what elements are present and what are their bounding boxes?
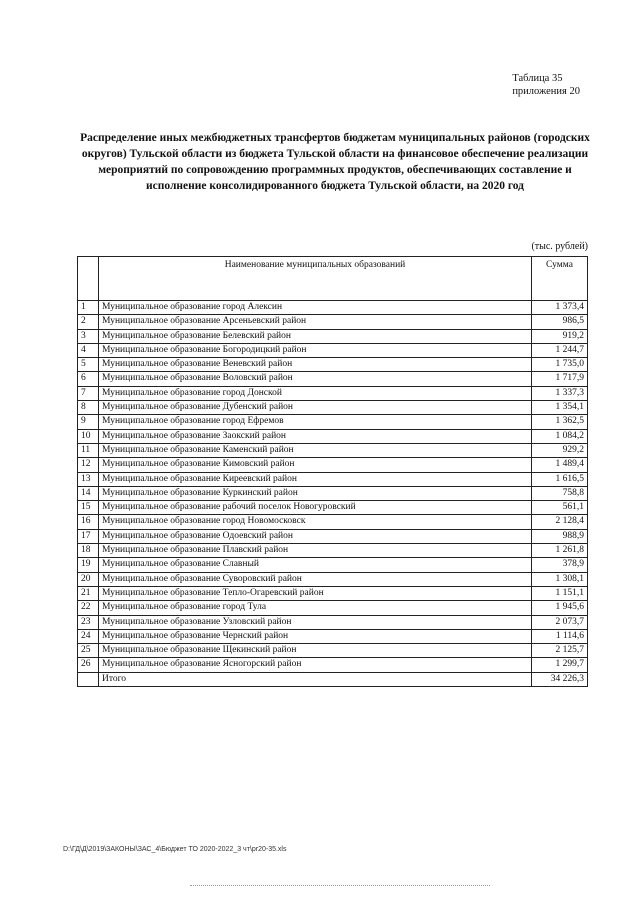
row-name: Муниципальное образование Куркинский район	[99, 486, 532, 500]
row-name: Муниципальное образование Каменский район	[99, 443, 532, 457]
row-sum: 986,5	[532, 315, 588, 329]
row-sum: 1 308,1	[532, 572, 588, 586]
row-sum: 1 151,1	[532, 586, 588, 600]
row-number: 6	[78, 372, 99, 386]
row-number: 17	[78, 529, 99, 543]
table-row	[78, 429, 588, 443]
table-row	[78, 401, 588, 415]
row-name: Муниципальное образование Суворовский район	[99, 572, 532, 586]
row-name: Муниципальное образование Ясногорский район	[99, 658, 532, 672]
row-number: 21	[78, 586, 99, 600]
row-number: 1	[78, 301, 99, 315]
table-row	[78, 343, 588, 357]
units-label: (тыс. рублей)	[531, 241, 588, 252]
row-number: 14	[78, 486, 99, 500]
table-row	[78, 472, 588, 486]
table-row	[78, 658, 588, 672]
row-name: Муниципальное образование город Новомосковск	[99, 515, 532, 529]
row-number: 26	[78, 658, 99, 672]
total-num-cell	[78, 672, 99, 686]
row-number: 5	[78, 358, 99, 372]
row-name: Муниципальное образование Заокский район	[99, 429, 532, 443]
row-sum: 919,2	[532, 329, 588, 343]
table-row	[78, 501, 588, 515]
row-number: 13	[78, 472, 99, 486]
row-sum: 1 114,6	[532, 629, 588, 643]
row-name: Муниципальное образование Дубенский район	[99, 401, 532, 415]
row-name: Муниципальное образование Белевский район	[99, 329, 532, 343]
allocation-table	[77, 256, 588, 687]
table-row	[78, 372, 588, 386]
row-name: Муниципальное образование город Тула	[99, 601, 532, 615]
row-number: 18	[78, 544, 99, 558]
row-sum: 1 489,4	[532, 458, 588, 472]
total-row	[78, 672, 588, 686]
row-name: Муниципальное образование Чернский район	[99, 629, 532, 643]
row-name: Муниципальное образование Воловский район	[99, 372, 532, 386]
row-sum: 1 945,6	[532, 601, 588, 615]
table-reference	[512, 72, 580, 98]
table-row	[78, 329, 588, 343]
table-row	[78, 629, 588, 643]
total-label: Итого	[99, 672, 532, 686]
row-name: Муниципальное образование город Алексин	[99, 301, 532, 315]
row-number: 24	[78, 629, 99, 643]
row-name: Муниципальное образование Арсеньевский район	[99, 315, 532, 329]
row-number: 25	[78, 644, 99, 658]
row-sum: 561,1	[532, 501, 588, 515]
table-row	[78, 415, 588, 429]
footer-divider	[190, 885, 490, 886]
row-sum: 1 261,8	[532, 544, 588, 558]
row-sum: 2 073,7	[532, 615, 588, 629]
row-sum: 1 244,7	[532, 343, 588, 357]
appendix-label: приложения 20	[512, 86, 580, 97]
row-number: 20	[78, 572, 99, 586]
row-sum: 1 084,2	[532, 429, 588, 443]
row-number: 10	[78, 429, 99, 443]
table-row	[78, 558, 588, 572]
row-number: 15	[78, 501, 99, 515]
table-row	[78, 529, 588, 543]
table-row	[78, 443, 588, 457]
table-row	[78, 586, 588, 600]
table-row	[78, 386, 588, 400]
row-number: 22	[78, 601, 99, 615]
row-name: Муниципальное образование Кимовский район	[99, 458, 532, 472]
total-sum: 34 226,3	[532, 672, 588, 686]
row-sum: 1 717,9	[532, 372, 588, 386]
row-name: Муниципальное образование Плавский район	[99, 544, 532, 558]
header-num-cell	[78, 257, 99, 301]
document-title: Распределение иных межбюджетных трансфертов бюджетам муниципальных районов (городских округов) Тульской области из бюджета Тульской области на финансовое обеспечение реализации мероприятий по сопровождению программных продуктов, обеспечивающих составление и исполнение консолидированного бюджета Тульской области, на 2020 год	[80, 132, 590, 192]
file-path: D:\ГД\Д\2019\ЗАКОНЫ\ЗАС_4\Бюджет ТО 2020-2022_3 чт\pr20-35.xls	[63, 846, 287, 853]
row-name: Муниципальное образование Славный	[99, 558, 532, 572]
table-row	[78, 615, 588, 629]
row-sum: 2 128,4	[532, 515, 588, 529]
row-sum: 1 616,5	[532, 472, 588, 486]
row-number: 2	[78, 315, 99, 329]
row-number: 7	[78, 386, 99, 400]
row-number: 4	[78, 343, 99, 357]
row-sum: 1 373,4	[532, 301, 588, 315]
row-number: 9	[78, 415, 99, 429]
header-name-cell: Наименование муниципальных образований	[99, 257, 532, 301]
row-name: Муниципальное образование город Донской	[99, 386, 532, 400]
row-sum: 2 125,7	[532, 644, 588, 658]
table-row	[78, 601, 588, 615]
row-sum: 929,2	[532, 443, 588, 457]
row-name: Муниципальное образование Богородицкий район	[99, 343, 532, 357]
row-sum: 1 362,5	[532, 415, 588, 429]
row-name: Муниципальное образование рабочий поселок Новогуровский	[99, 501, 532, 515]
table-row	[78, 301, 588, 315]
row-number: 11	[78, 443, 99, 457]
row-sum: 1 299,7	[532, 658, 588, 672]
table-row	[78, 486, 588, 500]
table-row	[78, 458, 588, 472]
table-row	[78, 358, 588, 372]
header-sum-cell: Сумма	[532, 257, 588, 301]
row-name: Муниципальное образование Веневский район	[99, 358, 532, 372]
row-sum: 1 337,3	[532, 386, 588, 400]
row-number: 16	[78, 515, 99, 529]
table-row	[78, 572, 588, 586]
row-name: Муниципальное образование город Ефремов	[99, 415, 532, 429]
row-sum: 758,8	[532, 486, 588, 500]
row-sum: 1 354,1	[532, 401, 588, 415]
row-name: Муниципальное образование Тепло-Огаревский район	[99, 586, 532, 600]
row-number: 23	[78, 615, 99, 629]
row-name: Муниципальное образование Киреевский район	[99, 472, 532, 486]
table-row	[78, 515, 588, 529]
row-sum: 378,9	[532, 558, 588, 572]
row-name: Муниципальное образование Одоевский район	[99, 529, 532, 543]
row-name: Муниципальное образование Узловский район	[99, 615, 532, 629]
row-sum: 1 735,0	[532, 358, 588, 372]
table-row	[78, 544, 588, 558]
row-number: 19	[78, 558, 99, 572]
table-row	[78, 315, 588, 329]
table-body	[78, 301, 588, 673]
table-header-row	[78, 257, 588, 301]
row-number: 3	[78, 329, 99, 343]
row-sum: 988,9	[532, 529, 588, 543]
table-label: Таблица 35	[512, 73, 563, 84]
row-number: 8	[78, 401, 99, 415]
table-row	[78, 644, 588, 658]
row-number: 12	[78, 458, 99, 472]
row-name: Муниципальное образование Щекинский район	[99, 644, 532, 658]
